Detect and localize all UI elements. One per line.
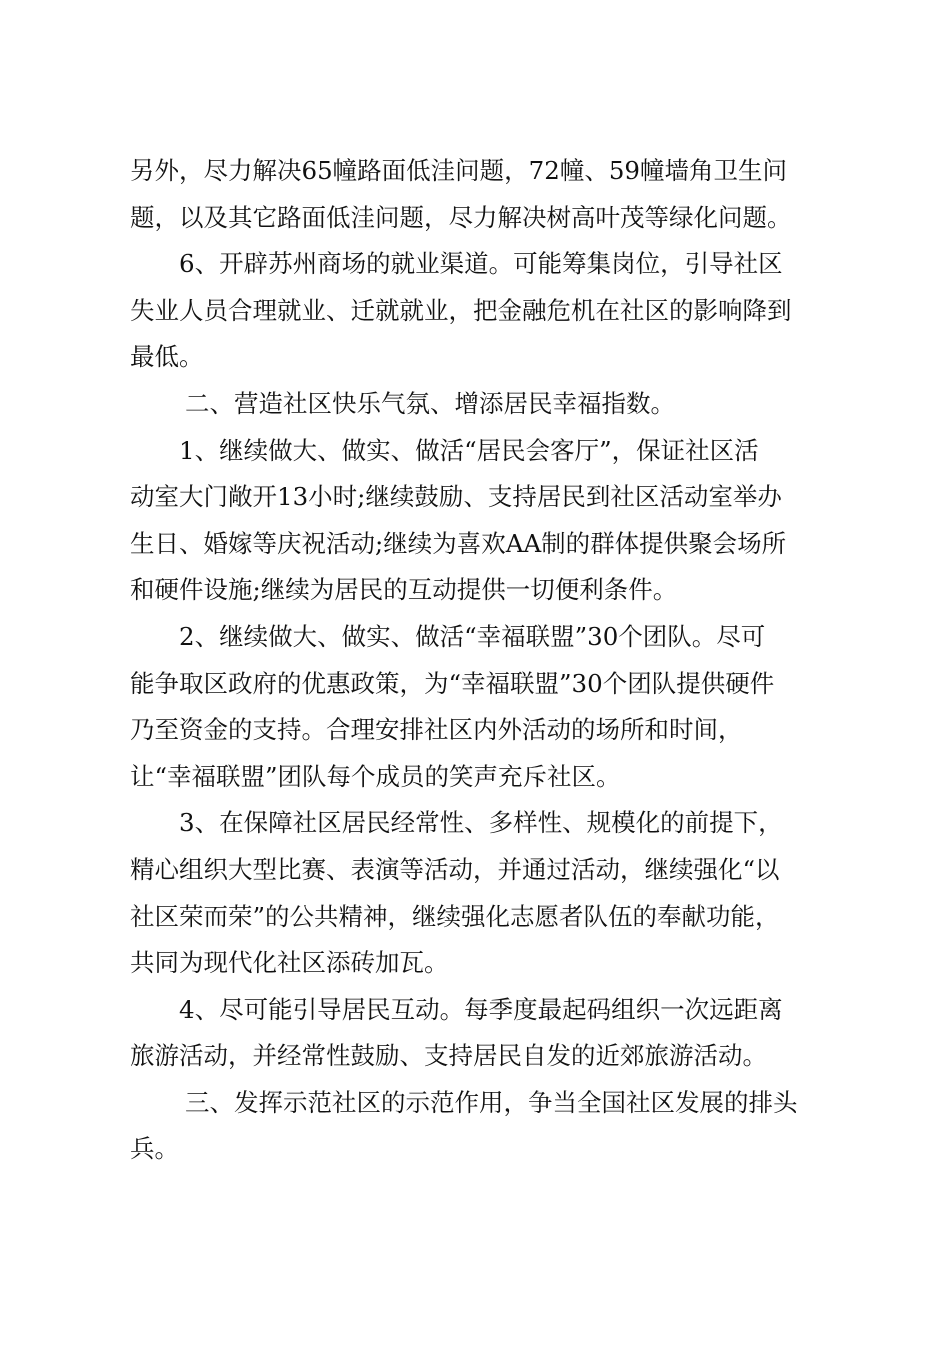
text-line: 乃至资金的支持。合理安排社区内外活动的场所和时间，	[130, 715, 743, 745]
text-line: 让“幸福联盟”团队每个成员的笑声充斥社区。	[130, 761, 621, 791]
document-body	[130, 148, 830, 1173]
text-line: 兵。	[130, 1134, 179, 1164]
paragraph-start-line: 6、开辟苏州商场的就业渠道。可能筹集岗位，引导社区	[179, 249, 783, 279]
text-line: 另外，尽力解决65幢路面低洼问题，72幢、59幢墙角卫生问	[130, 156, 788, 185]
paragraph-start-line: 2、继续做大、做实、做活“幸福联盟”30个团队。尽可	[179, 621, 766, 651]
paragraph-start-line: 1、继续做大、做实、做活“居民会客厅”，保证社区活	[179, 435, 759, 465]
text-line: 精心组织大型比赛、表演等活动，并通过活动，继续强化“以	[130, 854, 780, 884]
text-line: 共同为现代化社区添砖加瓦。	[130, 948, 449, 978]
text-line: 生日、婚嫁等庆祝活动;继续为喜欢AA制的群体提供聚会场所	[130, 528, 787, 558]
text-line: 能争取区政府的优惠政策，为“幸福联盟”30个团队提供硬件	[130, 668, 775, 698]
section-heading: 三、发挥示范社区的示范作用，争当全国社区发展的排头	[185, 1087, 798, 1117]
section-heading: 二、营造社区快乐气氛、增添居民幸福指数。	[185, 388, 675, 418]
text-line: 旅游活动，并经常性鼓励、支持居民自发的近郊旅游活动。	[130, 1041, 767, 1071]
text-line: 社区荣而荣”的公共精神，继续强化志愿者队伍的奉献功能，	[130, 901, 780, 931]
text-line: 失业人员合理就业、迁就就业，把金融危机在社区的影响降到	[130, 295, 792, 325]
text-line: 动室大门敞开13小时;继续鼓励、支持居民到社区活动室举办	[130, 482, 782, 512]
paragraph-start-line: 3、在保障社区居民经常性、多样性、规模化的前提下，	[179, 808, 783, 838]
text-line: 和硬件设施;继续为居民的互动提供一切便利条件。	[130, 575, 678, 605]
text-line: 最低。	[130, 342, 204, 372]
paragraph-start-line: 4、尽可能引导居民互动。每季度最起码组织一次远距离	[179, 994, 783, 1024]
text-line: 题，以及其它路面低洼问题，尽力解决树高叶茂等绿化问题。	[130, 202, 792, 232]
